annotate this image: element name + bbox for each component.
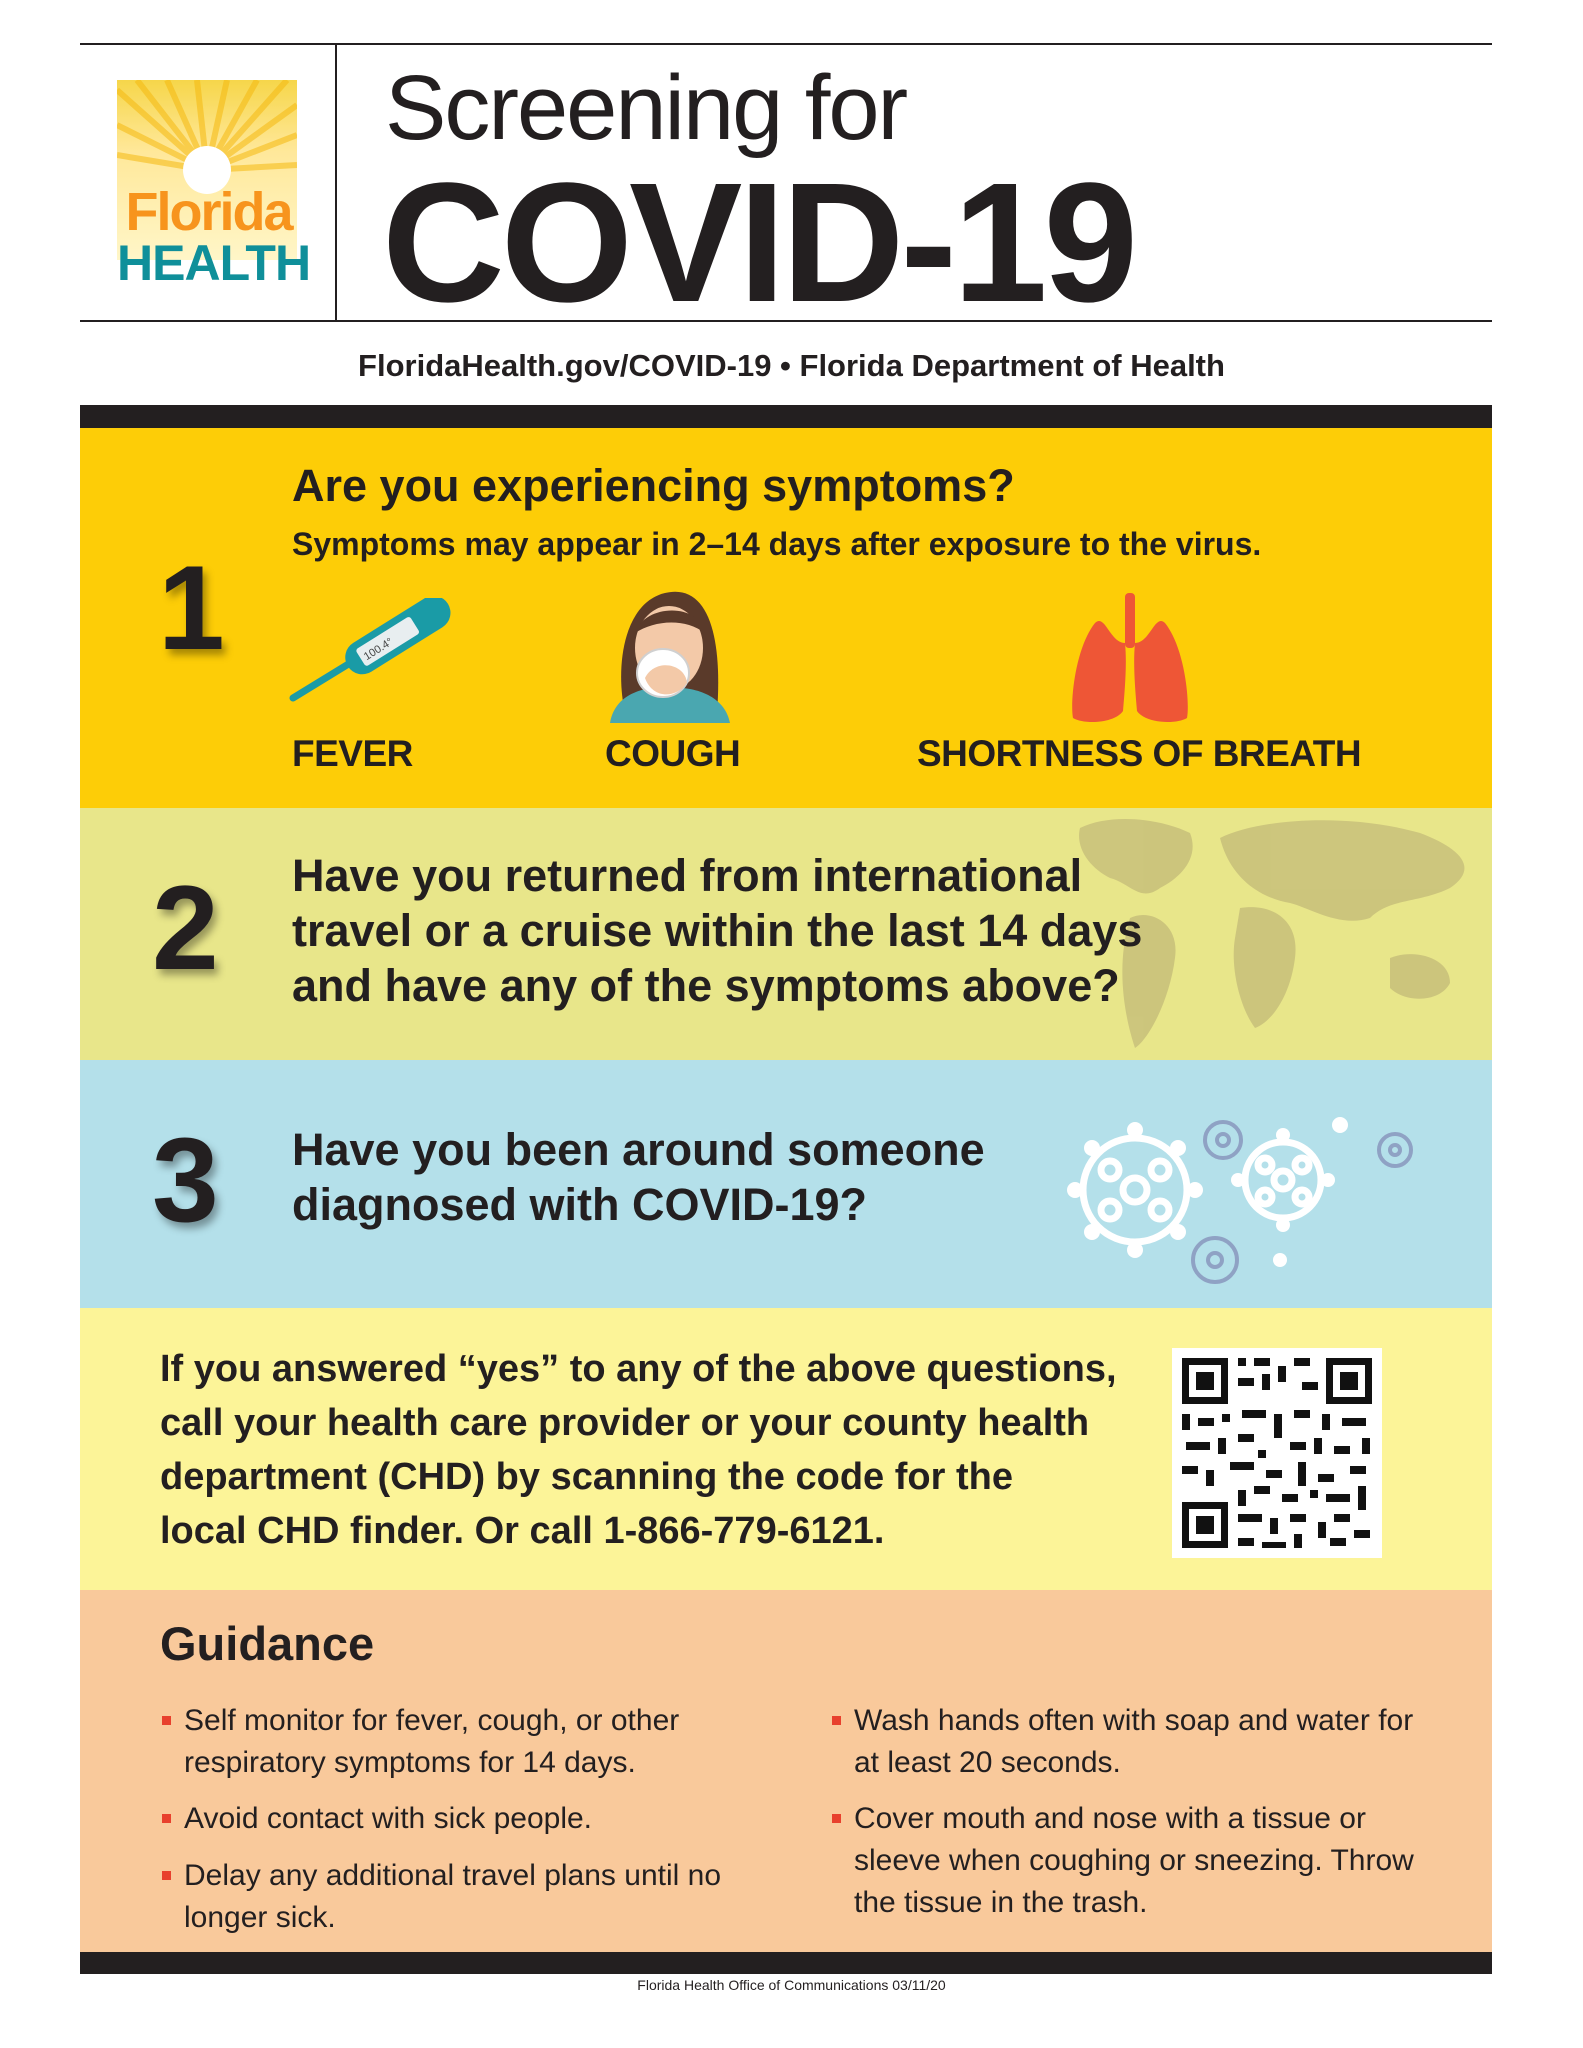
symptom-label-cough: COUGH bbox=[605, 733, 741, 774]
guidance-item-text: Wash hands often with soap and water for bbox=[854, 1704, 1414, 1737]
bottom-dark-bar bbox=[80, 1952, 1492, 1974]
guidance-section bbox=[80, 1590, 1492, 1952]
bullet-icon bbox=[162, 1871, 171, 1880]
virus-particles-icon bbox=[1040, 1060, 1440, 1308]
guidance-item-text: the tissue in the trash. bbox=[854, 1886, 1148, 1919]
symptom-label-fever: FEVER bbox=[292, 733, 413, 774]
section-question-line: diagnosed with COVID-19? bbox=[292, 1179, 868, 1230]
guidance-item bbox=[160, 1855, 744, 1939]
callout-line: department (CHD) by scanning the code for the bbox=[160, 1456, 1013, 1498]
thermometer-reading: 100.4° bbox=[361, 635, 396, 664]
florida-health-logo bbox=[117, 80, 311, 291]
guidance-title: Guidance bbox=[160, 1617, 375, 1670]
guidance-item-text: Avoid contact with sick people. bbox=[184, 1802, 593, 1835]
step-number: 1 bbox=[158, 541, 225, 675]
site-subtitle: FloridaHealth.gov/COVID-19 • Florida Department of Health bbox=[358, 348, 1225, 383]
section-exposure bbox=[80, 1060, 1492, 1308]
guidance-item bbox=[160, 1700, 744, 1784]
guidance-item-text: at least 20 seconds. bbox=[854, 1746, 1121, 1779]
bullet-icon bbox=[162, 1814, 171, 1823]
title-small: Screening for bbox=[385, 57, 907, 159]
section-subtext: Symptoms may appear in 2–14 days after exposure to the virus. bbox=[292, 526, 1262, 562]
qr-code-icon bbox=[1172, 1348, 1382, 1558]
qr-code[interactable] bbox=[1172, 1348, 1382, 1558]
symptom-label-shortness-of-breath: SHORTNESS OF BREATH bbox=[917, 733, 1362, 774]
guidance-item-text: longer sick. bbox=[184, 1901, 336, 1934]
section-symptoms bbox=[80, 428, 1492, 808]
callout-text bbox=[160, 1342, 1160, 1558]
top-rule bbox=[80, 43, 1492, 45]
guidance-item-text: Delay any additional travel plans until no bbox=[184, 1859, 721, 1892]
callout-section bbox=[80, 1308, 1492, 1590]
section-question-line: Have you been around someone bbox=[292, 1124, 985, 1175]
callout-line: call your health care provider or your county health bbox=[160, 1402, 1090, 1444]
guidance-item-text: Self monitor for fever, cough, or other bbox=[184, 1704, 680, 1737]
step-number: 3 bbox=[152, 1113, 219, 1247]
coughing-person-icon bbox=[605, 578, 735, 723]
section-travel bbox=[80, 808, 1492, 1060]
guidance-item bbox=[830, 1798, 1454, 1924]
logo-wordmark-florida: Florida bbox=[125, 182, 292, 242]
callout-line: If you answered “yes” to any of the above questions, bbox=[160, 1348, 1117, 1390]
logo-wordmark-health: HEALTH bbox=[117, 235, 311, 291]
callout-line: local CHD finder. Or call 1-866-779-6121. bbox=[160, 1510, 885, 1552]
bullet-icon bbox=[832, 1716, 841, 1725]
guidance-item-text: respiratory symptoms for 14 days. bbox=[184, 1746, 636, 1779]
guidance-item-text: Cover mouth and nose with a tissue or bbox=[854, 1802, 1366, 1835]
guidance-item bbox=[160, 1798, 744, 1840]
page-title: COVID-19 bbox=[382, 148, 1135, 338]
section-question: Are you experiencing symptoms? bbox=[292, 460, 1015, 511]
section-question-line: and have any of the symptoms above? bbox=[292, 960, 1120, 1011]
guidance-item bbox=[830, 1700, 1454, 1784]
step-number: 2 bbox=[152, 861, 219, 995]
guidance-item-text: sleeve when coughing or sneezing. Throw bbox=[854, 1844, 1414, 1877]
section-question-line: travel or a cruise within the last 14 days bbox=[292, 905, 1143, 956]
footer-credit: Florida Health Office of Communications 03/11/20 bbox=[637, 1977, 946, 1993]
bullet-icon bbox=[162, 1716, 171, 1725]
thermometer-icon bbox=[285, 598, 455, 708]
bullet-icon bbox=[832, 1814, 841, 1823]
section-question-line: Have you returned from international bbox=[292, 850, 1083, 901]
header-divider bbox=[335, 45, 337, 320]
top-dark-bar bbox=[80, 405, 1492, 428]
lungs-icon bbox=[1065, 593, 1195, 728]
